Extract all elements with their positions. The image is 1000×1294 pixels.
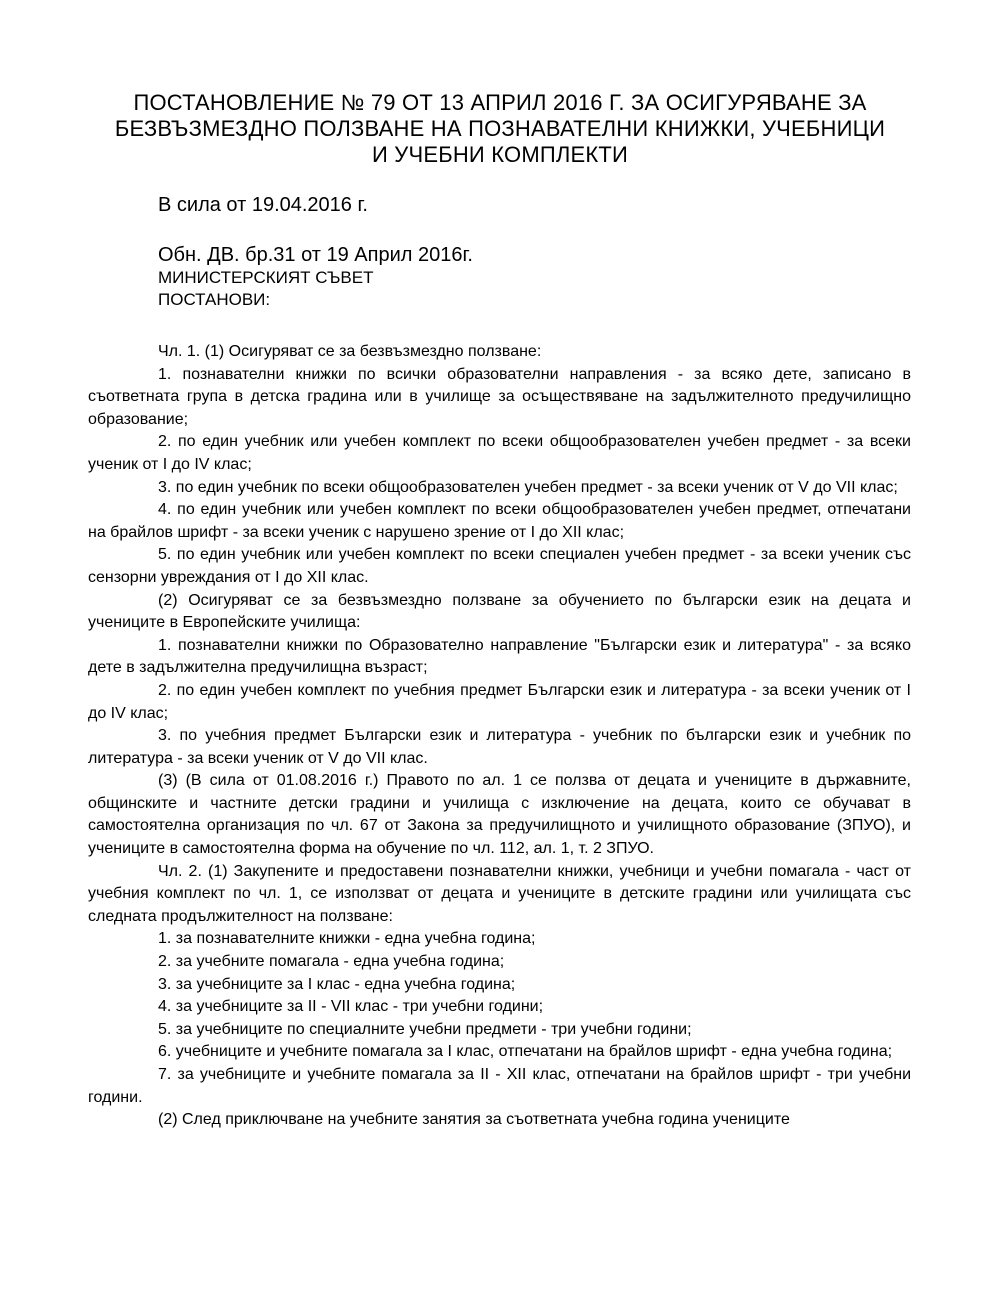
article-2-item-3: 3. за учебниците за I клас - една учебна година; [158, 975, 516, 993]
council-heading: МИНИСТЕРСКИЯТ СЪВЕТ [158, 268, 374, 287]
article-2-item-4: 4. за учебниците за II - VII клас - три учебни години; [158, 998, 544, 1016]
article-1-item-5: 5. по един учебник или учебен комплект по всеки специален учебен предмет - за всеки ученик със сензорни увреждания от I до XII клас. [88, 546, 911, 586]
article-2-item-2: 2. за учебните помагала - една учебна година; [158, 953, 505, 971]
article-2-heading: Чл. 2. (1) Закупените и предоставени познавателни книжки, учебници и учебни помагала - част от учебния комплект по чл. 1, се използват от децата и учениците в детските градини или училищата със следната продължителност на ползване: [88, 862, 911, 925]
document-title [80, 90, 920, 168]
article-1-p2-item-1: 1. познавателни книжки по Образователно направление "Български език и литература" - за всяко дете в задължителна предучилищна възраст; [88, 636, 911, 677]
article-2-paragraph-2: (2) След приключване на учебните занятия за съответната учебна година учениците [158, 1111, 790, 1129]
article-1-item-3: 3. по един учебник по всеки общообразователен учебен предмет - за всеки ученик от V до VII клас; [158, 478, 898, 496]
article-1-item-1: 1. познавателни книжки по всички образователни направления - за всяко дете, записано в съответната група в детска градина или в училище за осъществяване на задължителното предучилищно образование; [88, 365, 911, 428]
document-body [88, 341, 911, 1132]
article-1-heading: Чл. 1. (1) Осигуряват се за безвъзмездно ползване: [158, 343, 542, 360]
in-force-date: В сила от 19.04.2016 г. [158, 194, 368, 216]
article-2-item-1: 1. за познавателните книжки - една учебна година; [158, 930, 536, 948]
title-line-3: И УЧЕБНИ КОМПЛЕКТИ [371, 142, 629, 167]
article-1-p2-item-3: 3. по учебния предмет Български език и литература - учебник по български език и учебник по литература - за всеки ученик от V до VII клас. [88, 727, 911, 767]
article-2-item-5: 5. за учебниците по специалните учебни предмети - три учебни години; [158, 1020, 692, 1038]
article-2-item-7: 7. за учебниците и учебните помагала за II - XII клас, отпечатани на брайлов шрифт - три учебни години. [88, 1066, 911, 1106]
publication-info: Обн. ДВ. бр.31 от 19 Април 2016г. [158, 244, 473, 266]
article-2-item-6: 6. учебниците и учебните помагала за I клас, отпечатани на брайлов шрифт - една учебна година; [158, 1043, 893, 1061]
article-1-item-4: 4. по един учебник или учебен комплект по всеки общообразователен учебен предмет, отпечатани на брайлов шрифт - за всеки ученик с нарушено зрение от I до XII клас; [88, 501, 911, 541]
title-line-2: БЕЗВЪЗМЕЗДНО ПОЛЗВАНЕ НА ПОЗНАВАТЕЛНИ КНИЖКИ, УЧЕБНИЦИ [114, 116, 886, 141]
article-1-paragraph-3: (3) (В сила от 01.08.2016 г.) Правото по ал. 1 се ползва от децата и учениците в държавните, общинските и частните детски градини и училища с изключение на децата, които се обучават в самостоятелна организация по чл. 67 от Закона за предучилищното и училищното образование (ЗПУО), и учениците в самостоятелна форма на обучение по чл. 112, ал. 1, т. 2 ЗПУО. [88, 772, 911, 858]
title-line-1: ПОСТАНОВЛЕНИЕ № 79 ОТ 13 АПРИЛ 2016 Г. ЗА ОСИГУРЯВАНЕ ЗА [133, 90, 867, 115]
decided-heading: ПОСТАНОВИ: [158, 290, 271, 309]
article-1-paragraph-2: (2) Осигуряват се за безвъзмездно ползване за обучението по български език на децата и учениците в Европейските училища: [88, 591, 911, 632]
article-1-item-2: 2. по един учебник или учебен комплект по всеки общообразователен учебен предмет - за всеки ученик от I до IV клас; [88, 433, 911, 473]
article-1-p2-item-2: 2. по един учебен комплект по учебния предмет Български език и литература - за всеки ученик от I до IV клас; [88, 681, 911, 722]
